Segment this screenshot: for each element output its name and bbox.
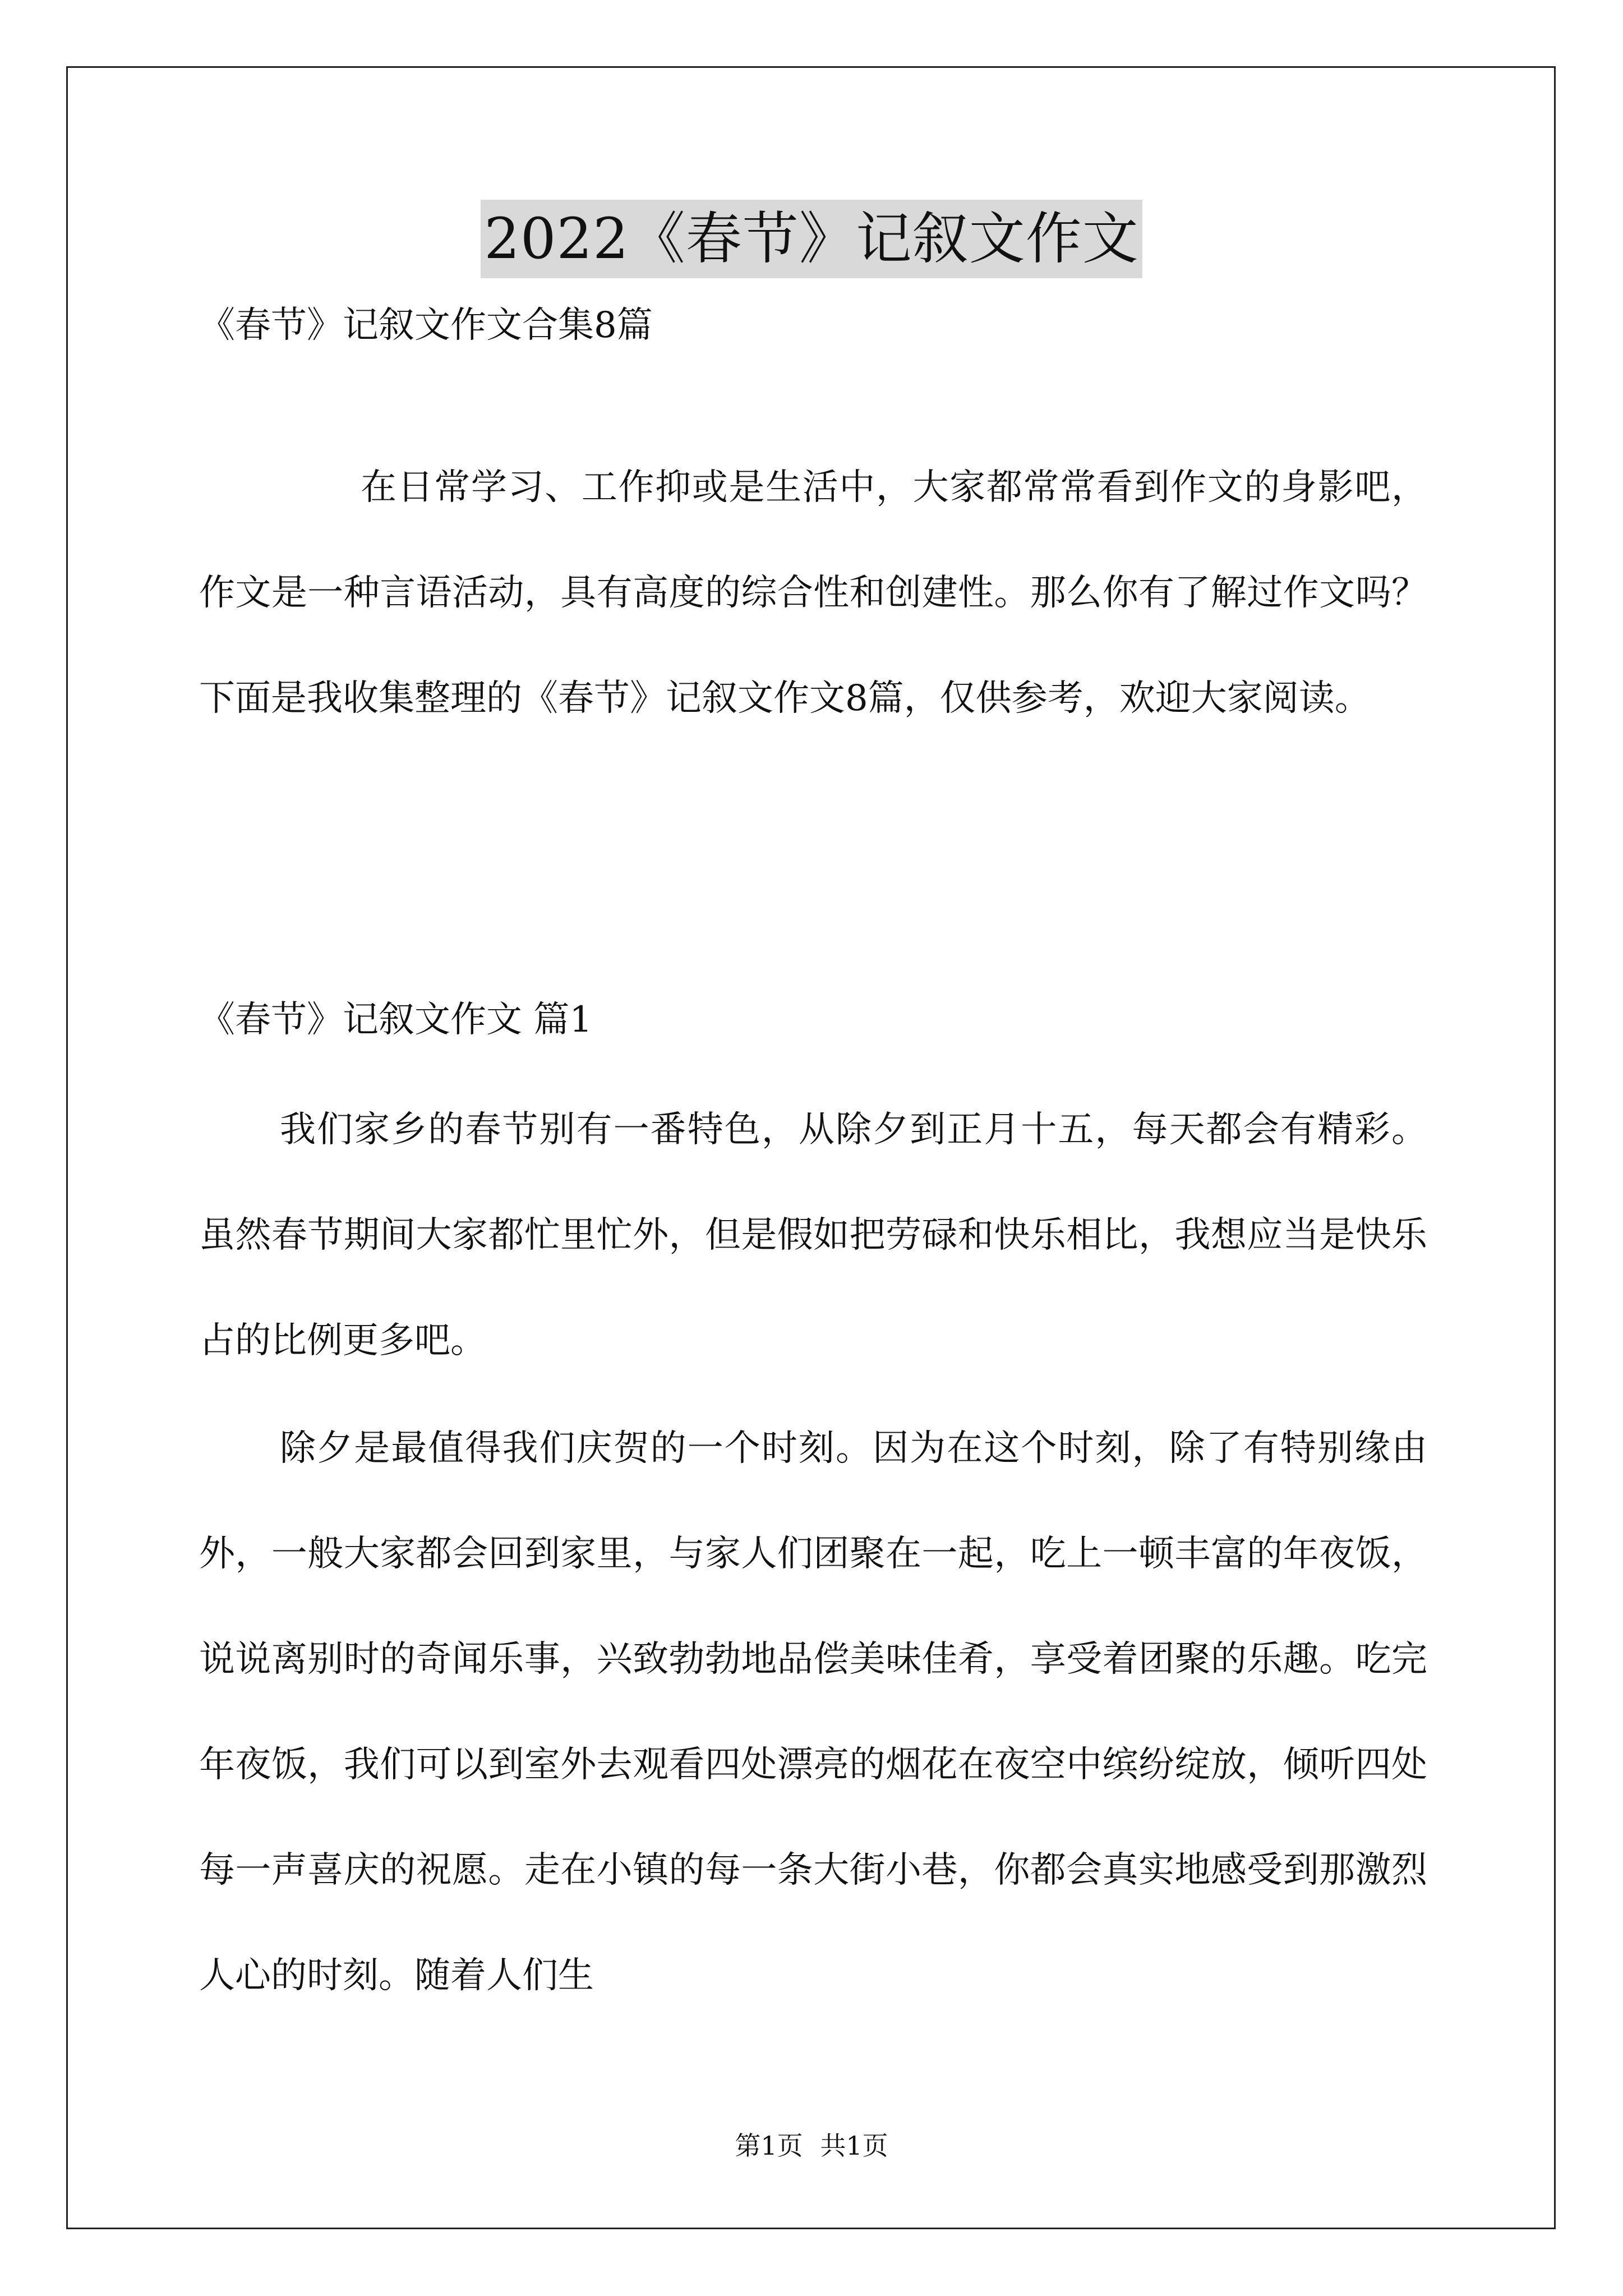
page-number: 第1页 xyxy=(735,2131,803,2161)
document-title: 2022《春节》记叙文作文 xyxy=(481,200,1142,278)
page-total: 共1页 xyxy=(820,2131,888,2161)
body-paragraph-2: 除夕是最值得我们庆贺的一个时刻。因为在这个时刻，除了有特别缘由外，一般大家都会回到家里，与家人们团聚在一起，吃上一顿丰富的年夜饭，说说离别时的奇闻乐事，兴致勃勃地品偿美味佳肴，享受着团聚的乐趣。吃完年夜饭，我们可以到室外去观看四处漂亮的烟花在夜空中缤纷绽放，倾听四处每一声喜庆的祝愿。走在小镇的每一条大街小巷，你都会真实地感受到那激烈人心的时刻。随着人们生 xyxy=(199,1428,1427,1996)
document-subtitle: 《春节》记叙文作文合集8篇 xyxy=(199,305,653,346)
title-container xyxy=(0,200,1623,278)
page-footer xyxy=(0,2129,1623,2162)
intro-paragraph: 在日常学习、工作抑或是生活中，大家都常常看到作文的身影吧，作文是一种言语活动，具有高度的综合性和创建性。那么你有了解过作文吗？下面是我收集整理的《春节》记叙文作文8篇，仅供参考，欢迎大家阅读。 xyxy=(199,467,1427,719)
body-paragraph-1: 我们家乡的春节别有一番特色，从除夕到正月十五，每天都会有精彩。虽然春节期间大家都忙里忙外，但是假如把劳碌和快乐相比，我想应当是快乐占的比例更多吧。 xyxy=(199,1109,1427,1361)
section-heading: 《春节》记叙文作文 篇1 xyxy=(199,999,593,1041)
